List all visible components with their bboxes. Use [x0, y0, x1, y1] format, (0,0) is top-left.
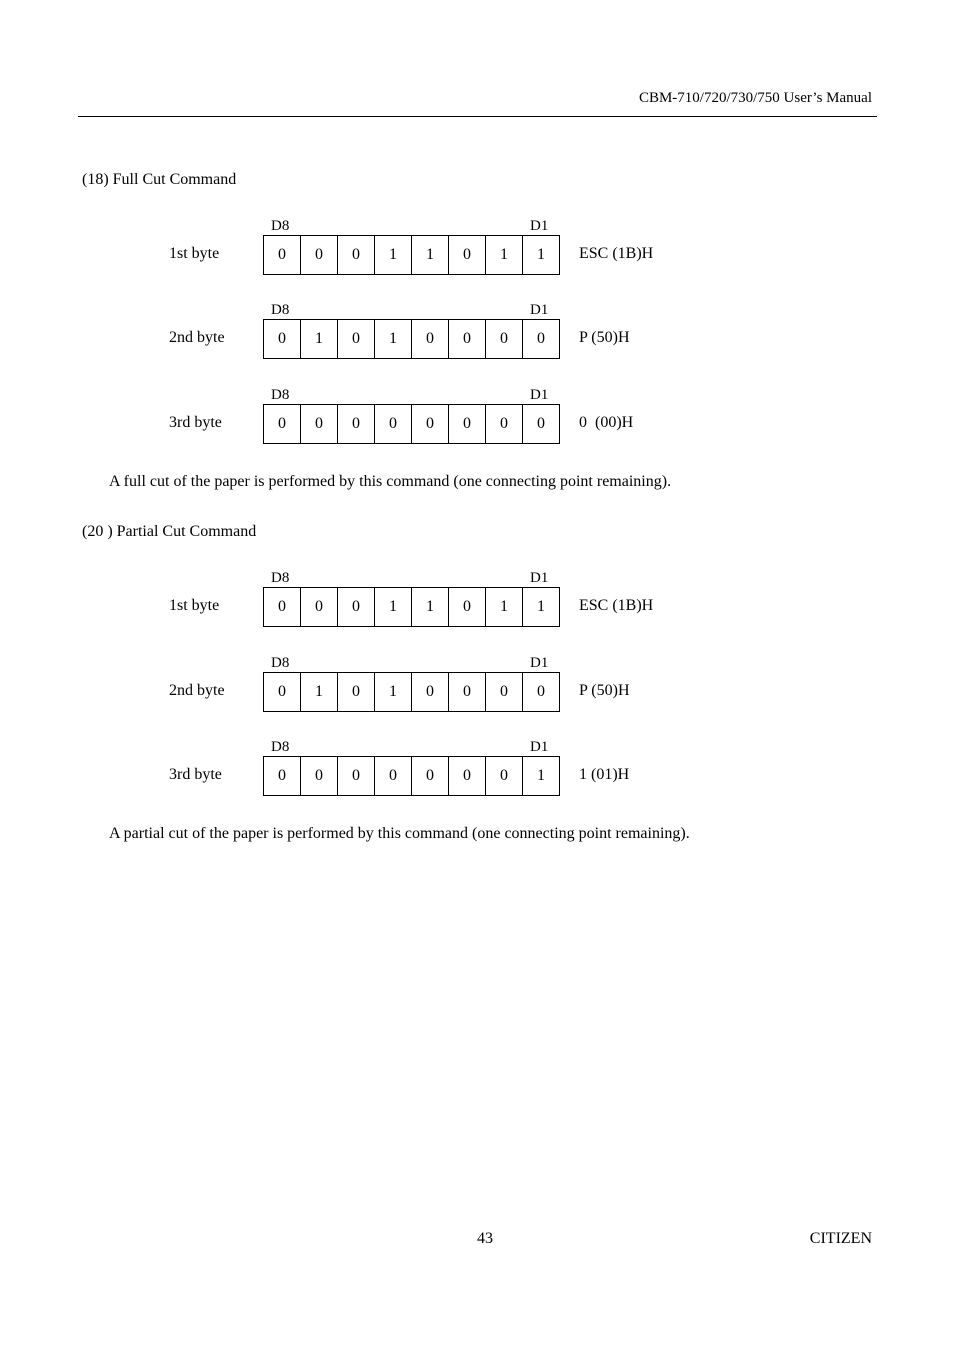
d8-label: D8 — [271, 302, 290, 318]
bit-cell-d5: 0 — [374, 405, 411, 443]
d1-label: D1 — [530, 387, 549, 403]
bit-cell-d4: 0 — [411, 405, 448, 443]
section-title: (20 ) Partial Cut Command — [82, 523, 257, 540]
header-title: CBM-710/720/730/750 User’s Manual — [638, 90, 872, 106]
bit-cell-d1: 1 — [522, 236, 559, 274]
bit-cell-d2: 1 — [485, 588, 522, 626]
bit-cell-d1: 0 — [522, 673, 559, 711]
bit-table — [263, 587, 560, 627]
bit-cell-d8: 0 — [278, 415, 286, 432]
bit-cell-d4: 1 — [411, 236, 448, 274]
bit-cell-d1: 1 — [522, 588, 559, 626]
bit-cell-d8: 0 — [278, 330, 286, 347]
byte-label: 3rd byte — [169, 414, 222, 431]
byte-row-3 — [0, 387, 954, 447]
bit-cell-d5: 0 — [374, 757, 411, 795]
bit-table — [263, 404, 560, 444]
page-number: 43 — [477, 1230, 493, 1247]
byte-label: 3rd byte — [169, 766, 222, 783]
bit-cell-d3: 0 — [448, 757, 485, 795]
byte-row-1 — [0, 570, 954, 630]
bit-cell-d3: 0 — [448, 588, 485, 626]
byte-row-2 — [0, 655, 954, 715]
hex-value: ESC (1B)H — [579, 597, 654, 614]
byte-row-3 — [0, 739, 954, 799]
d1-label: D1 — [530, 218, 549, 234]
bit-cell-d5: 1 — [374, 588, 411, 626]
bit-cell-d3: 0 — [448, 320, 485, 358]
bit-cell-d7: 0 — [300, 757, 337, 795]
d1-label: D1 — [530, 302, 549, 318]
bit-cell-d8: 0 — [278, 683, 286, 700]
bit-cell-d4: 0 — [411, 320, 448, 358]
d8-label: D8 — [271, 655, 290, 671]
bit-cell-d5: 1 — [374, 236, 411, 274]
hex-value: 0 (00)H — [579, 414, 634, 431]
d1-label: D1 — [530, 570, 549, 586]
bit-cell-d7: 1 — [300, 673, 337, 711]
bit-table — [263, 756, 560, 796]
bit-cell-d2: 0 — [485, 673, 522, 711]
section-title: (18) Full Cut Command — [82, 171, 237, 188]
bit-cell-d3: 0 — [448, 673, 485, 711]
bit-cell-d5: 1 — [374, 320, 411, 358]
d8-label: D8 — [271, 570, 290, 586]
bit-cell-d4: 1 — [411, 588, 448, 626]
bit-cell-d1: 0 — [522, 405, 559, 443]
d1-label: D1 — [530, 739, 549, 755]
header-rule — [78, 116, 877, 117]
byte-label: 2nd byte — [169, 329, 225, 346]
byte-row-1 — [0, 218, 954, 278]
bit-cell-d6: 0 — [337, 588, 374, 626]
bit-cell-d7: 0 — [300, 588, 337, 626]
section-description: A full cut of the paper is performed by this command (one connecting point remaining). — [109, 473, 672, 490]
bit-cell-d8: 0 — [278, 598, 286, 615]
bit-cell-d7: 0 — [300, 405, 337, 443]
hex-value: P (50)H — [579, 329, 630, 346]
bit-cell-d6: 0 — [337, 673, 374, 711]
section-description: A partial cut of the paper is performed by this command (one connecting point remaining). — [109, 825, 690, 842]
byte-label: 1st byte — [169, 597, 220, 614]
bit-cell-d2: 0 — [485, 757, 522, 795]
bit-table — [263, 672, 560, 712]
bit-cell-d3: 0 — [448, 236, 485, 274]
bit-cell-d6: 0 — [337, 320, 374, 358]
d8-label: D8 — [271, 739, 290, 755]
bit-cell-d2: 0 — [485, 405, 522, 443]
bit-cell-d2: 1 — [485, 236, 522, 274]
bit-cell-d8: 0 — [278, 246, 286, 263]
hex-value: P (50)H — [579, 682, 630, 699]
bit-cell-d4: 0 — [411, 757, 448, 795]
bit-table — [263, 319, 560, 359]
byte-row-2 — [0, 302, 954, 362]
bit-cell-d7: 0 — [300, 236, 337, 274]
hex-value: 1 (01)H — [579, 766, 630, 783]
bit-cell-d1: 1 — [522, 757, 559, 795]
d1-label: D1 — [530, 655, 549, 671]
d8-label: D8 — [271, 387, 290, 403]
byte-label: 1st byte — [169, 245, 220, 262]
bit-cell-d6: 0 — [337, 236, 374, 274]
bit-cell-d5: 1 — [374, 673, 411, 711]
byte-label: 2nd byte — [169, 682, 225, 699]
bit-cell-d1: 0 — [522, 320, 559, 358]
bit-table — [263, 235, 560, 275]
bit-cell-d8: 0 — [278, 767, 286, 784]
bit-cell-d6: 0 — [337, 757, 374, 795]
bit-cell-d7: 1 — [300, 320, 337, 358]
hex-value: ESC (1B)H — [579, 245, 654, 262]
bit-cell-d2: 0 — [485, 320, 522, 358]
bit-cell-d4: 0 — [411, 673, 448, 711]
bit-cell-d3: 0 — [448, 405, 485, 443]
bit-cell-d6: 0 — [337, 405, 374, 443]
d8-label: D8 — [271, 218, 290, 234]
footer-brand: CITIZEN — [809, 1230, 872, 1247]
